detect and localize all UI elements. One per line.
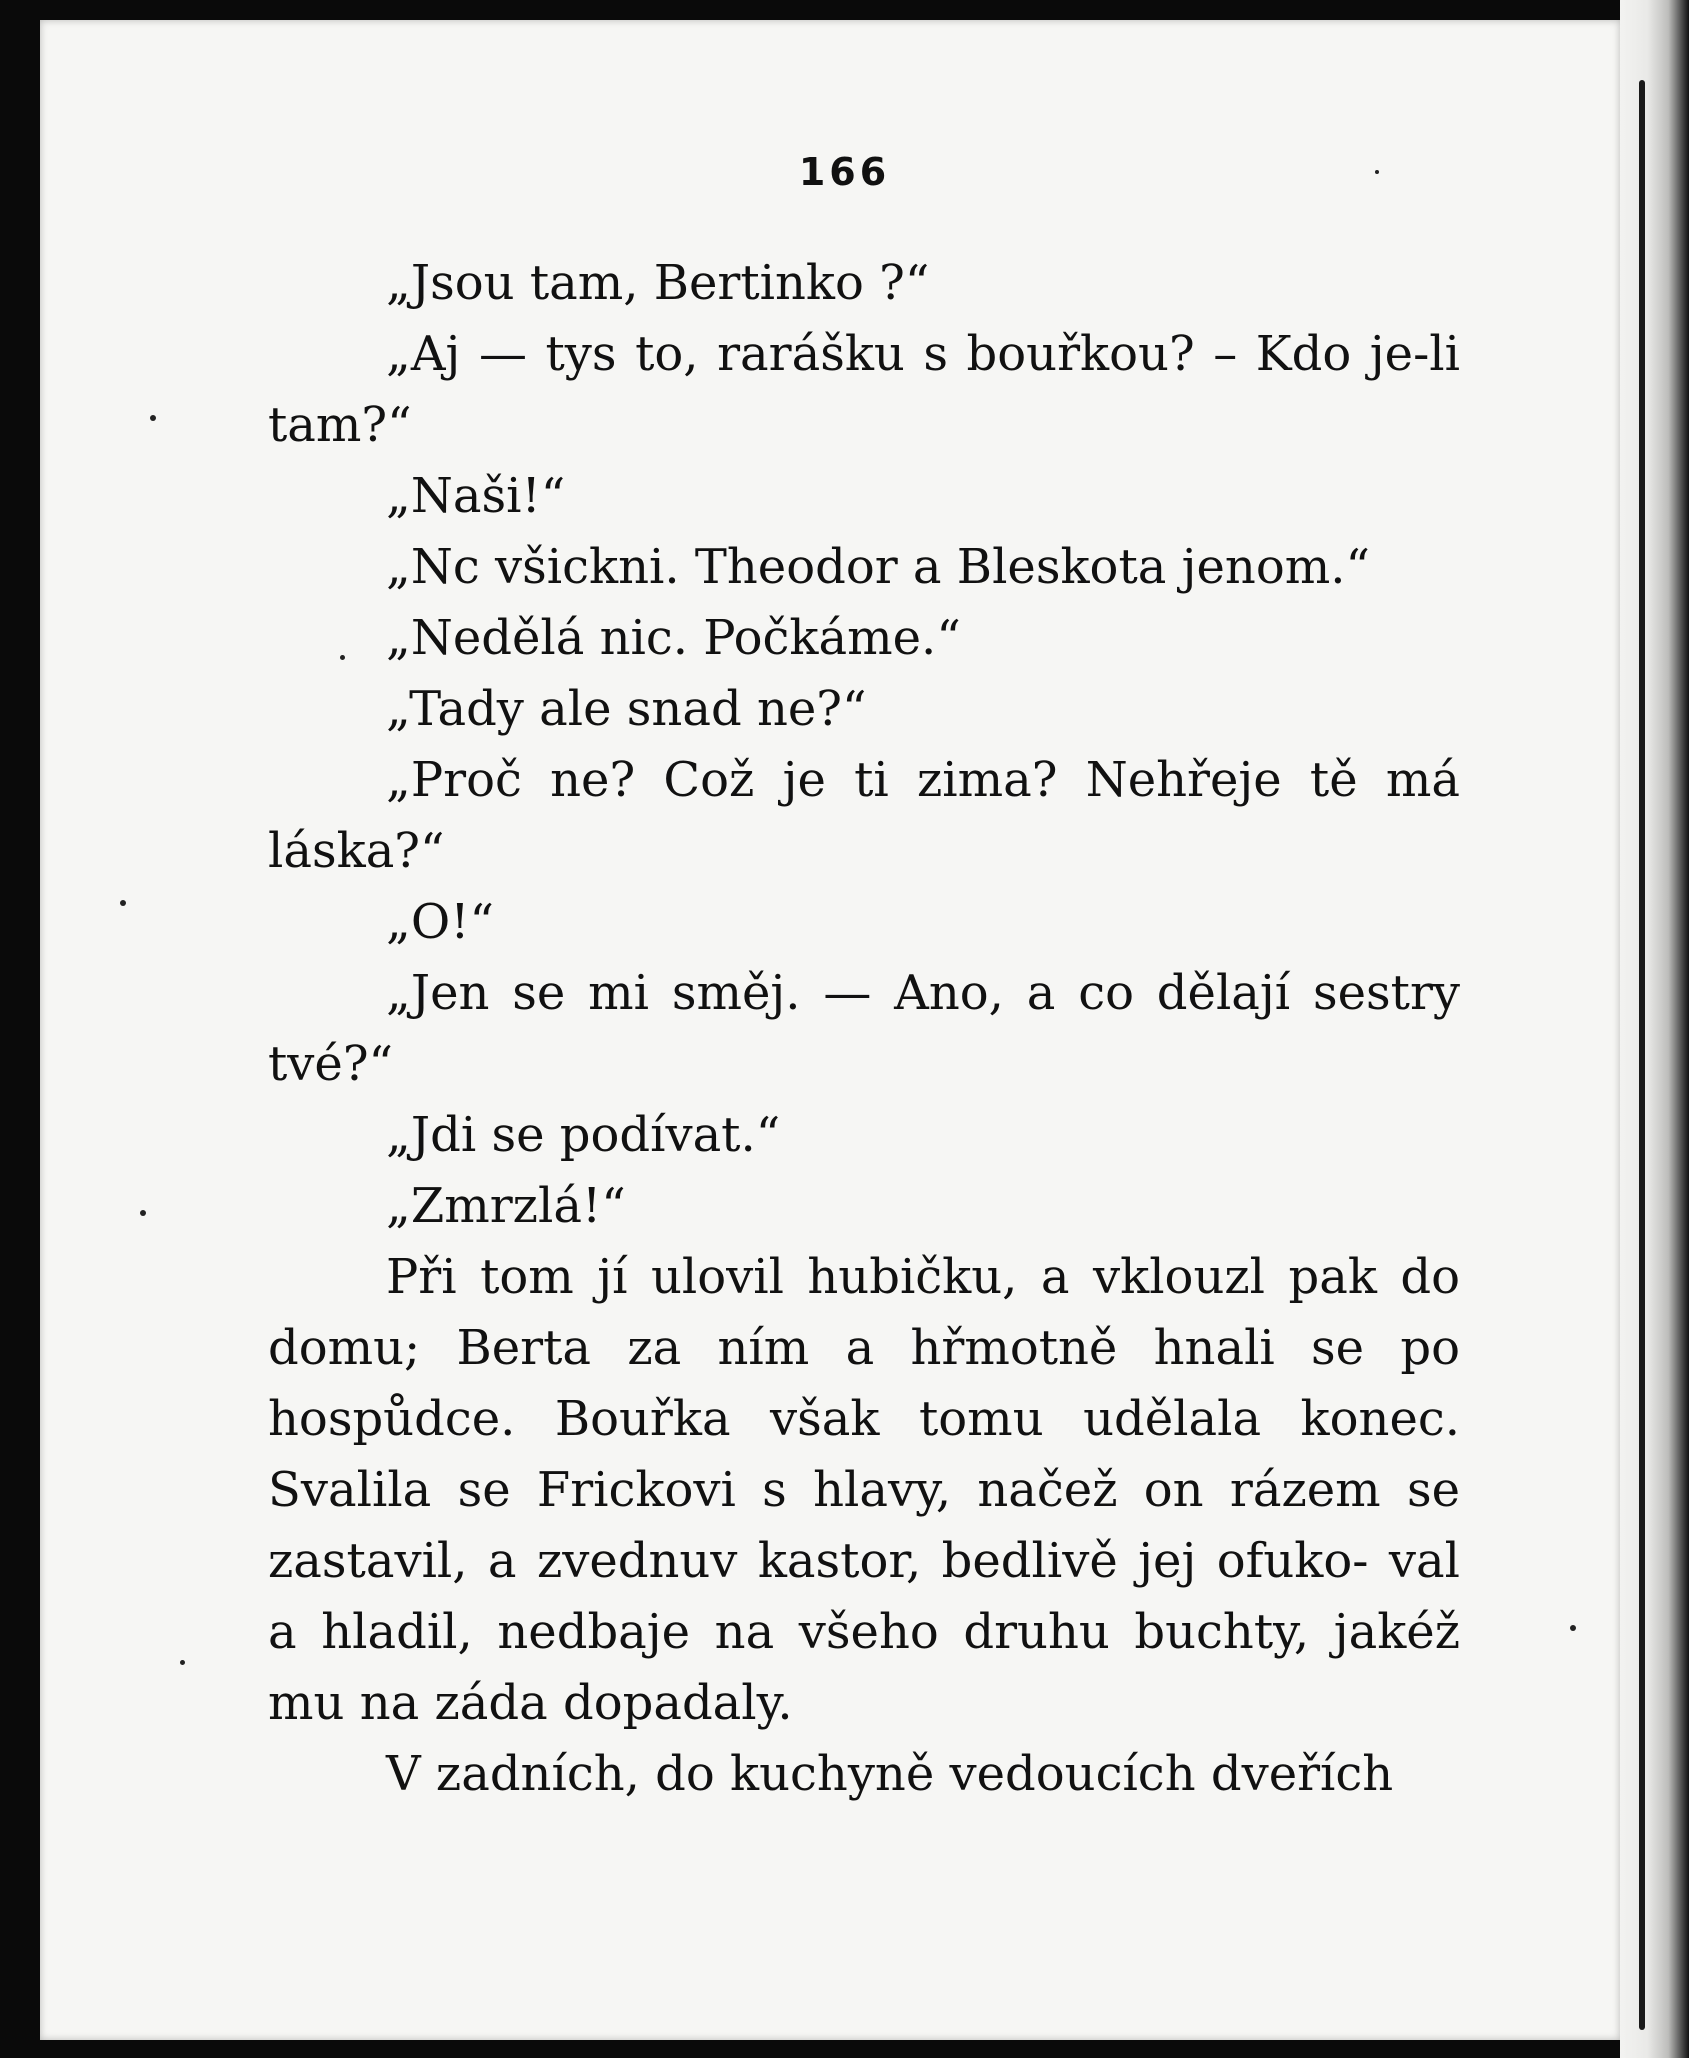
paragraph: „Nc všickni. Theodor a Bleskota jenom.“: [386, 539, 1371, 595]
paragraph: V zadních, do kuchyně vedoucích dveřích: [386, 1746, 1394, 1802]
ink-speck: [180, 1660, 185, 1665]
paragraph: „Proč ne? Což je ti zima? Nehřeje tě má láska?“: [268, 752, 1460, 879]
paragraph: „Jdi se podívat.“: [386, 1107, 781, 1163]
paragraph: „Zmrzlá!“: [386, 1178, 626, 1234]
ink-speck: [140, 1210, 146, 1216]
book-spine-shadow: [1620, 0, 1689, 2058]
paragraph: Při tom jí ulovil hubičku, a vklouzl pak do domu; Berta za ním a hřmotně hnali se po hospůdce. Bouřka však tomu udělala konec. Svalila se Frickovi s hlavy, načež on rázem se zastavil, a zvednuv kastor, bedlivě jej ofuko- val a hladil, nedbaje na všeho druhu buchty, jakéž mu na záda dopadaly.: [268, 1249, 1460, 1731]
paragraph: „Naši!“: [386, 468, 566, 524]
paragraph: „O!“: [386, 894, 495, 950]
ink-speck: [150, 415, 156, 421]
paragraph: „Nedělá nic. Počkáme.“: [386, 610, 961, 666]
ink-speck: [1570, 1625, 1576, 1631]
spine-edge-line: [1639, 80, 1645, 2030]
paragraph: „Aj — tys to, rarášku s bouřkou? – Kdo je-li tam?“: [268, 326, 1460, 453]
page-number: 166: [798, 150, 891, 194]
body-text: [268, 248, 1460, 1810]
paragraph: „Tady ale snad ne?“: [386, 681, 867, 737]
ink-speck: [120, 900, 126, 906]
paragraph: „Jsou tam, Bertinko ?“: [386, 255, 930, 311]
paragraph: „Jen se mi směj. — Ano, a co dělají sestry tvé?“: [268, 965, 1460, 1092]
